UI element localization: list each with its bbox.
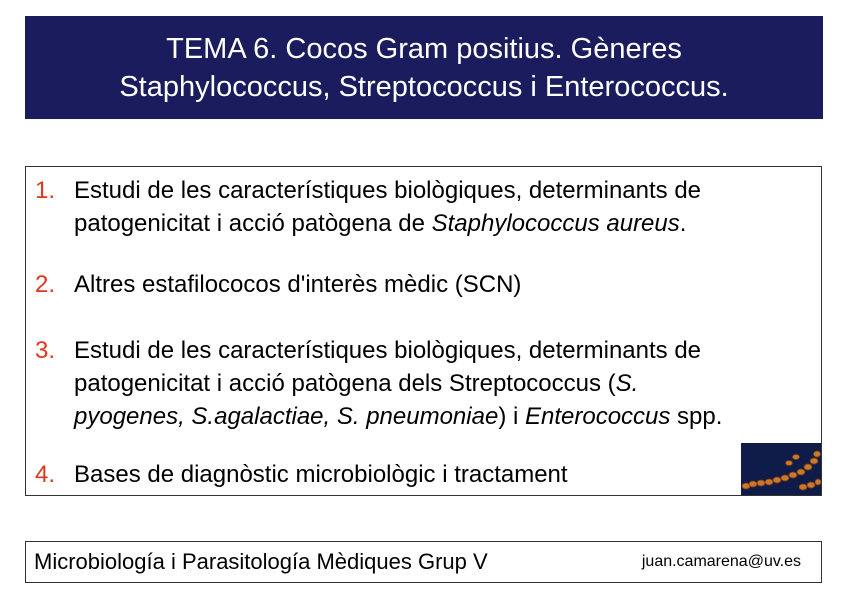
title-line-1: TEMA 6. Cocos Gram positius. Gèneres [166,32,682,65]
topic-item-3 [35,334,810,433]
topic-number: 2. [35,271,56,298]
topic-text: Estudi de les característiques biològiques, determinants de patogenicitat i acció patògena de Staphylococcus aureus. [74,177,702,237]
topic-item-1 [35,174,810,240]
topic-item-2 [35,268,810,301]
topic-item-4 [35,458,810,491]
topic-number: 3. [35,337,56,364]
slide-title [25,16,823,119]
topic-text: Bases de diagnòstic microbiològic i tractament [74,461,568,488]
title-line-2: Staphylococcus, Streptococcus i Enterococcus. [119,70,729,103]
course-name: Microbiología i Parasitología Mèdiques Grup V [34,549,488,574]
footer [25,541,822,583]
topic-number: 4. [35,461,56,488]
topics-box [25,166,822,496]
author-email: juan.camarena@uv.es [641,553,801,570]
bacteria-micrograph-image [741,443,821,495]
topic-number: 1. [35,177,56,204]
streptococcus-chain-icon [741,443,821,495]
topic-text: Estudi de les característiques biològiques, determinants de patogenicitat i acció patògena dels Streptococcus (S. pyogenes, S.agalactiae, S. pneumoniae) i Enterococcus spp. [74,337,723,430]
topic-text: Altres estafilococos d'interès mèdic (SCN) [74,271,522,298]
